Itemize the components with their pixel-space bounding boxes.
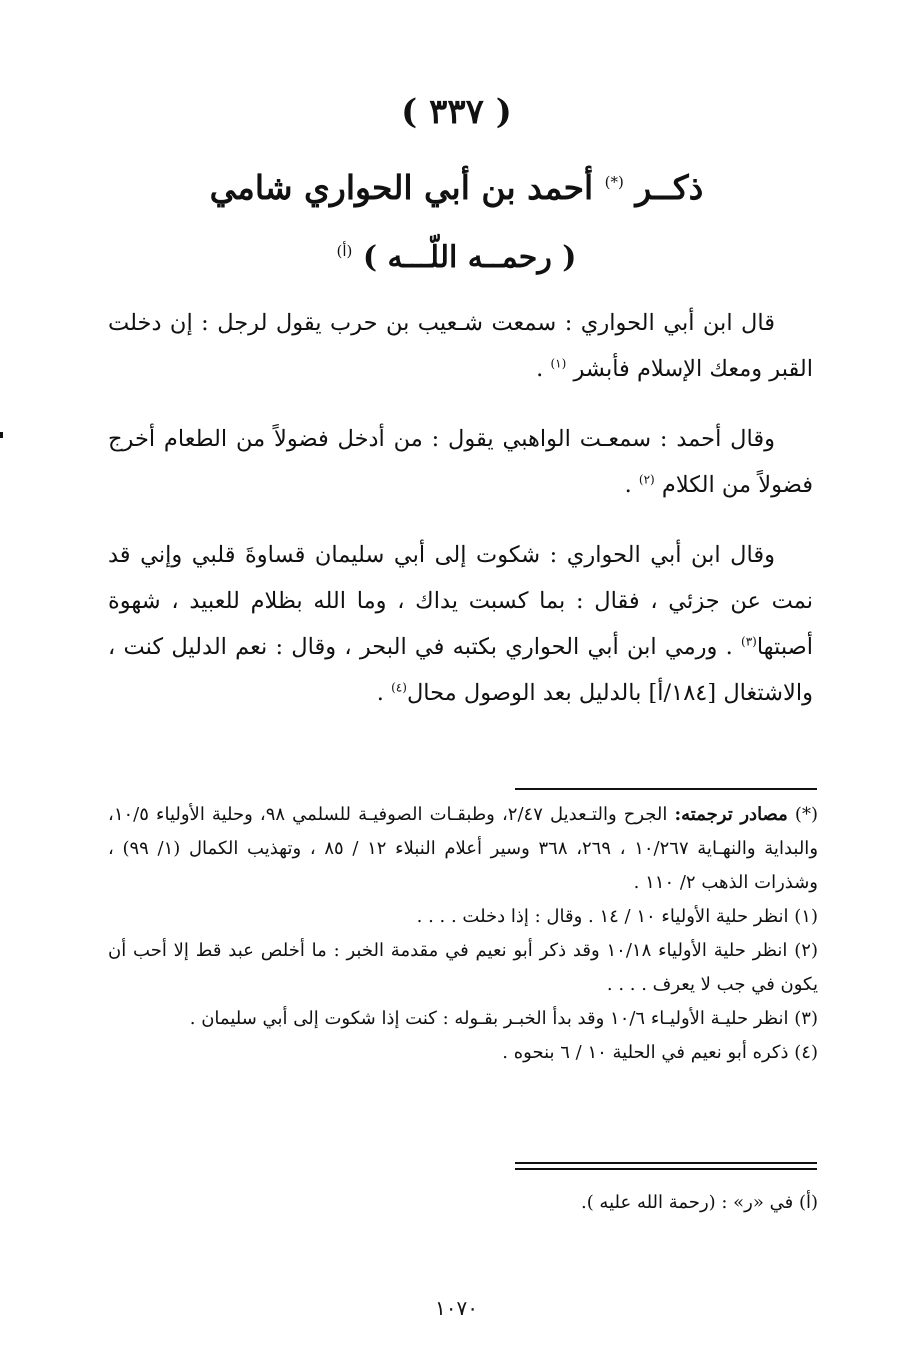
footnote-label: (٤) — [794, 1042, 818, 1063]
paragraph-text: قال ابن أبي الحواري : سمعت شـعيب بن حرب يقول لرجل : إن دخلت القبر ومعك الإسلام فأبشر — [108, 310, 813, 382]
variant-note — [108, 1186, 818, 1220]
footnote-divider — [515, 788, 817, 790]
footnotes — [108, 798, 818, 1070]
page-number: ١٠٧٠ — [435, 1296, 478, 1320]
variant-divider — [515, 1162, 817, 1170]
paragraph-text: وقال ابن أبي الحواري : شكوت إلى أبي سليمان قساوةَ قلبي وإني قد نمت عن جزئي ، فقال : بما كسبت يداك ، وما الله بظلام للعبيد ، شهوة أصبتها — [108, 542, 813, 660]
variant-text: في «ر» : (رحمة الله عليه ). — [580, 1192, 794, 1213]
footnote-ref: (٣) — [741, 634, 757, 649]
footnote-item — [108, 1002, 818, 1036]
subtitle-footnote-mark: (أ) — [336, 242, 353, 260]
sources-heading: مصادر ترجمته: — [674, 804, 788, 825]
paragraph-end: . — [624, 472, 639, 498]
footnote-text: انظر حليـة الأوليـاء ١٠/٦ وقد بدأ الخبـر بقـوله : كنت إذا شكوت إلى أبي سليمان . — [189, 1008, 789, 1029]
footnote-label: (*) — [794, 804, 818, 825]
body-text — [108, 300, 813, 740]
paragraph — [108, 300, 813, 392]
entry-title — [0, 168, 913, 207]
title-footnote-mark: (*) — [604, 173, 624, 191]
footnote-ref: (١) — [550, 356, 567, 371]
entry-number: ( ٣٣٧ ) — [401, 92, 512, 132]
paragraph-text-continued: . ورمي ابن أبي الحواري بكتبه في البحر ، وقال : نعم الدليل كنت ، والاشتغال [١٨٤/أ] بالدليل بعد الوصول محال — [108, 634, 813, 706]
footnote-item — [108, 1036, 818, 1070]
variant-label: (أ) — [798, 1192, 818, 1213]
entry-subtitle — [0, 240, 913, 275]
entry-subtitle-text: ( رحمــه اللّـــه ) — [362, 240, 577, 275]
footnote-label: (١) — [794, 906, 818, 927]
paragraph-end: . — [376, 680, 392, 706]
footnote-ref: (٢) — [638, 472, 655, 487]
paragraph-end: . — [536, 356, 551, 382]
footnote-ref: (٤) — [391, 680, 407, 695]
footnote-text: انظر حلية الأولياء ١٠ / ١٤ . وقال : إذا دخلت . . . . — [416, 906, 789, 927]
footnote-item — [108, 900, 818, 934]
sources-text: الجرح والتـعديل ٢/٤٧، وطبقـات الصوفيـة للسلمي ٩٨، وحلية الأولياء ١٠/٥، والبداية والنهـاية ١٠/٢٦٧ ، ٢٦٩، ٣٦٨ وسير أعلام النبلاء ١٢ / ٨٥ ، وتهذيب الكمال (١/ ٩٩) ، وشذرات الذهب ٢/ ١١٠ . — [108, 804, 819, 893]
footnote-text: انظر حلية الأولياء ١٠/١٨ وقد ذكر أبو نعيم في مقدمة الخبر : ما أخلص عبد قط إلا أحب أن يكون في جب لا يعرف . . . . — [108, 940, 818, 995]
entry-title-word: ذكــر — [635, 168, 704, 207]
footnote-text: ذكره أبو نعيم في الحلية ١٠ / ٦ بنحوه . — [502, 1042, 789, 1063]
entry-title-name: أحمد بن أبي الحواري شامي — [209, 168, 594, 207]
footnote-label: (٢) — [794, 940, 818, 961]
footnote-item — [108, 934, 818, 1002]
paragraph — [108, 532, 813, 716]
margin-mark — [0, 432, 3, 438]
paragraph — [108, 416, 813, 508]
footnote-label: (٣) — [794, 1008, 818, 1029]
paragraph-text: وقال أحمد : سمعـت الواهبي يقول : من أدخل فضولاً من الطعام أخرج فضولاً من الكلام — [108, 426, 813, 498]
footnote-sources — [108, 798, 818, 900]
